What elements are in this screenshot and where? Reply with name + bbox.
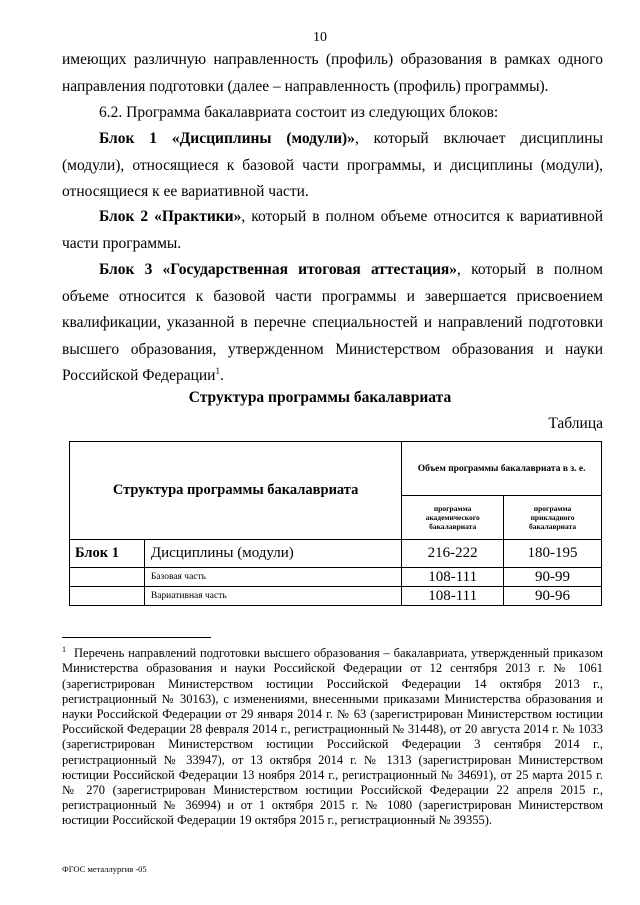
block3-text: , который в полном объеме относится к базовой части программы и завершается присвоением квалификации, указанной в перечне специальностей и направлений подготовки высшего образования, утвержденном Министерством образования и науки Российской Федерации [62, 261, 603, 384]
table-row [70, 568, 602, 587]
paragraph-block3 [62, 257, 603, 390]
header-academic: программа академического бакалавриата [402, 496, 504, 540]
paragraph-program-blocks: 6.2. Программа бакалавриата состоит из следующих блоков: [99, 104, 499, 121]
row-block [70, 568, 145, 587]
row-name: Дисциплины (модули) [144, 540, 401, 568]
row-applied: 180-195 [504, 540, 602, 568]
row-name: Вариативная часть [144, 587, 401, 606]
table-label: Таблица [548, 415, 603, 432]
header-structure: Структура программы бакалавриата [70, 442, 402, 540]
program-structure-table [69, 441, 602, 606]
paragraph-continuation: имеющих различную направленность (профиль) образования в рамках одного направления подготовки (далее – направленность (профиль) программы). [62, 51, 603, 95]
footnote-mark: 1 [62, 645, 66, 654]
row-academic: 216-222 [402, 540, 504, 568]
row-academic: 108-111 [402, 587, 504, 606]
header-applied: программа прикладного бакалавриата [504, 496, 602, 540]
block3-title: Блок 3 «Государственная итоговая аттестация» [99, 261, 458, 278]
footnote-reference: 1 [215, 365, 220, 376]
table-row [70, 540, 602, 568]
block1-text: , который включает дисциплины (модули), относящиеся к базовой части программы, и дисциплины (модули), относящиеся к ее вариативной части. [62, 130, 603, 200]
block3-end: . [219, 367, 224, 384]
footnote-text: Перечень направлений подготовки высшего образования – бакалавриата, утвержденный приказом Министерства образования и науки Российской Федерации от 12 сентября 2013 г. № 1061 (зарегистрирован Министерством юстиции Российской Федерации 14 октября 2013 г., регистрационный № 30163), с изменениями, внесенными приказами Министерства образования и науки Российской Федерации от 29 января 2014 г. № 63 (зарегистрирован Министерством юстиции Российской Федерации 28 февраля 2014 г., регистрационный № 31448), от 20 августа 2014 г. № 1033 (зарегистрирован Министерством юстиции Российской Федерации 3 сентября 2014 г., регистрационный № 33947), от 13 октября 2014 г. № 1313 (зарегистрирован Министерством юстиции Российской Федерации 13 ноября 2014 г., регистрационный № 34691), от 25 марта 2015 г. № 270 (зарегистрирован Министерством юстиции Российской Федерации 22 апреля 2015 г., регистрационный № 36994) и от 1 октября 2015 г. № 1080 (зарегистрирован Министерством юстиции Российской Федерации 19 октября 2015 г., регистрационный № 39355). [62, 646, 603, 828]
page-number: 10 [313, 30, 327, 45]
table-row [70, 587, 602, 606]
row-name: Базовая часть [144, 568, 401, 587]
block2-title: Блок 2 «Практики» [99, 208, 242, 225]
table-header-row [70, 442, 602, 496]
footer-document-code: ФГОС металлургия -05 [62, 864, 147, 874]
footnote-separator [62, 637, 211, 638]
row-applied: 90-96 [504, 587, 602, 606]
row-academic: 108-111 [402, 568, 504, 587]
paragraph-block2 [62, 204, 603, 257]
row-applied: 90-99 [504, 568, 602, 587]
paragraph-block1 [62, 126, 603, 206]
block2-text: , который в полном объеме относится к вариативной части программы. [62, 208, 603, 252]
header-volume: Объем программы бакалавриата в з. е. [402, 442, 602, 496]
block1-title: Блок 1 «Дисциплины (модули)» [99, 130, 355, 147]
row-block: Блок 1 [70, 540, 145, 568]
row-block [70, 587, 145, 606]
footnote [62, 642, 603, 829]
table-title: Структура программы бакалавриата [188, 389, 452, 406]
